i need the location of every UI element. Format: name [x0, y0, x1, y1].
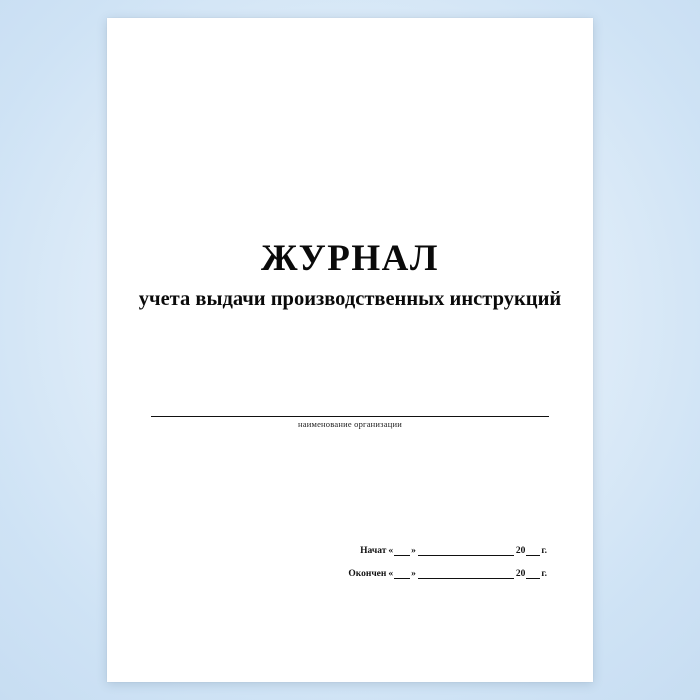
document-subtitle: учета выдачи производственных инструкций	[138, 287, 562, 310]
date-row-finished	[107, 569, 547, 579]
date-started-quote-close: »	[411, 546, 416, 556]
date-finished-year-unit: г.	[541, 569, 547, 579]
date-finished-year-field[interactable]	[526, 570, 540, 579]
date-row-started	[107, 546, 547, 556]
date-started-year-field[interactable]	[526, 547, 540, 556]
organization-name-field[interactable]	[151, 398, 549, 417]
document-sheet	[107, 18, 593, 682]
title-block	[107, 240, 593, 312]
dates-block	[107, 546, 547, 592]
organization-caption: наименование организации	[298, 419, 402, 429]
document-title: ЖУРНАЛ	[261, 238, 439, 279]
date-started-year-unit: г.	[541, 546, 547, 556]
date-started-day-field[interactable]	[394, 547, 410, 556]
date-started-quote-open: «	[388, 546, 394, 556]
document-content	[107, 18, 593, 682]
date-finished-day-field[interactable]	[394, 570, 410, 579]
date-started-year-prefix: 20	[515, 546, 526, 556]
date-finished-quote-close: »	[411, 569, 416, 579]
date-started-month-field[interactable]	[418, 547, 514, 556]
date-finished-label: Окончен	[348, 569, 387, 579]
date-finished-month-field[interactable]	[418, 570, 514, 579]
date-finished-quote-open: «	[388, 569, 394, 579]
date-started-label: Начат	[360, 546, 387, 556]
organization-block	[151, 398, 549, 429]
date-finished-year-prefix: 20	[515, 569, 526, 579]
